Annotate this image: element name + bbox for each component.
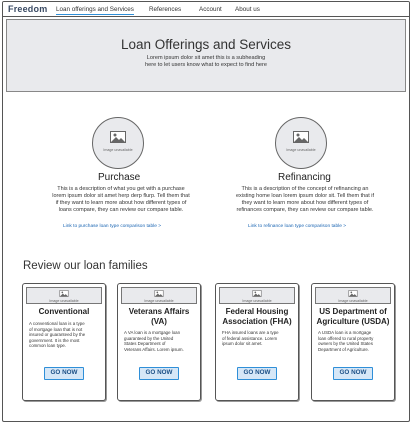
card-image-placeholder	[26, 287, 102, 304]
image-icon	[60, 290, 69, 297]
nav-item-about-us[interactable]: About us	[235, 6, 260, 13]
loan-card-va	[117, 283, 201, 401]
image-icon	[155, 290, 164, 297]
loan-card-usda	[311, 283, 395, 401]
card-description: A conventional loan is a type of mortgage loan that is not insured or guaranteed by the government. It is the most common loan type.	[29, 321, 86, 348]
image-caption: Image unavailable	[103, 148, 133, 152]
top-nav	[3, 2, 409, 17]
card-image-placeholder	[219, 287, 295, 304]
page-title: Loan Offerings and Services	[120, 37, 292, 52]
purchase-image-placeholder	[92, 117, 144, 169]
card-title: Conventional	[38, 307, 90, 316]
hero-banner	[6, 19, 406, 92]
card-title: US Department of Agriculture (USDA)	[316, 307, 390, 326]
image-icon	[110, 131, 126, 143]
card-description: A VA loan is a mortgage loan guaranteed by the United States Department of Veterans Affairs. Lorem ipsum.	[124, 330, 184, 352]
card-image-placeholder	[315, 287, 391, 304]
card-image-placeholder	[121, 287, 197, 304]
page-subtitle: Lorem ipsum dolor sit amet this is a subheading here to let users know what to expect to find here	[145, 55, 267, 68]
image-icon	[293, 131, 309, 143]
refinancing-comparison-link[interactable]: Link to refinance loan type comparison table >	[248, 224, 346, 229]
image-caption: Image unavailable	[144, 299, 174, 303]
section-heading: Review our loan families	[23, 260, 148, 272]
image-caption: Image unavailable	[338, 299, 368, 303]
go-now-button[interactable]: GO NOW	[333, 367, 373, 380]
image-caption: Image unavailable	[242, 299, 272, 303]
page-frame	[2, 1, 410, 422]
refinancing-description: This is a description of the concept of refinancing an existing home loan lorem ipsum dolor sit. Tell them that if they want to learn more about how different types of refinances compare, they can review our compare table.	[235, 186, 375, 213]
brand-logo[interactable]: Freedom	[8, 4, 48, 14]
image-caption: Image unavailable	[49, 299, 79, 303]
nav-item-references[interactable]: References	[149, 6, 182, 13]
purchase-comparison-link[interactable]: Link to purchase loan type comparison table >	[63, 224, 161, 229]
refinancing-image-placeholder	[275, 117, 327, 169]
card-description: FHA insured loans are a type of federal assistance. Lorem ipsum dolor sit amet.	[222, 330, 279, 346]
go-now-button[interactable]: GO NOW	[44, 367, 84, 380]
refinancing-title: Refinancing	[278, 172, 331, 183]
go-now-button[interactable]: GO NOW	[139, 367, 179, 380]
image-icon	[349, 290, 358, 297]
image-icon	[253, 290, 262, 297]
card-title: Veterans Affairs (VA)	[128, 307, 190, 326]
purchase-title: Purchase	[98, 172, 141, 183]
loan-card-fha	[215, 283, 299, 401]
image-caption: Image unavailable	[286, 148, 316, 152]
card-description: A USDA loan is a mortgage loan offered to rural property owners by the United States Department of Agriculture.	[318, 330, 374, 352]
purchase-description: This is a description of what you get with a purchase lorem ipsum dolor sit amet herp derp flurp. Tell them that if they want to learn more about how different types of loans compare, they can review our compare table.	[52, 186, 190, 213]
loan-card-conventional	[22, 283, 106, 401]
go-now-button[interactable]: GO NOW	[237, 367, 277, 380]
nav-item-account[interactable]: Account	[199, 6, 222, 13]
nav-item-loan-offerings[interactable]: Loan offerings and Services	[56, 6, 134, 13]
card-title: Federal Housing Association (FHA)	[222, 307, 292, 326]
